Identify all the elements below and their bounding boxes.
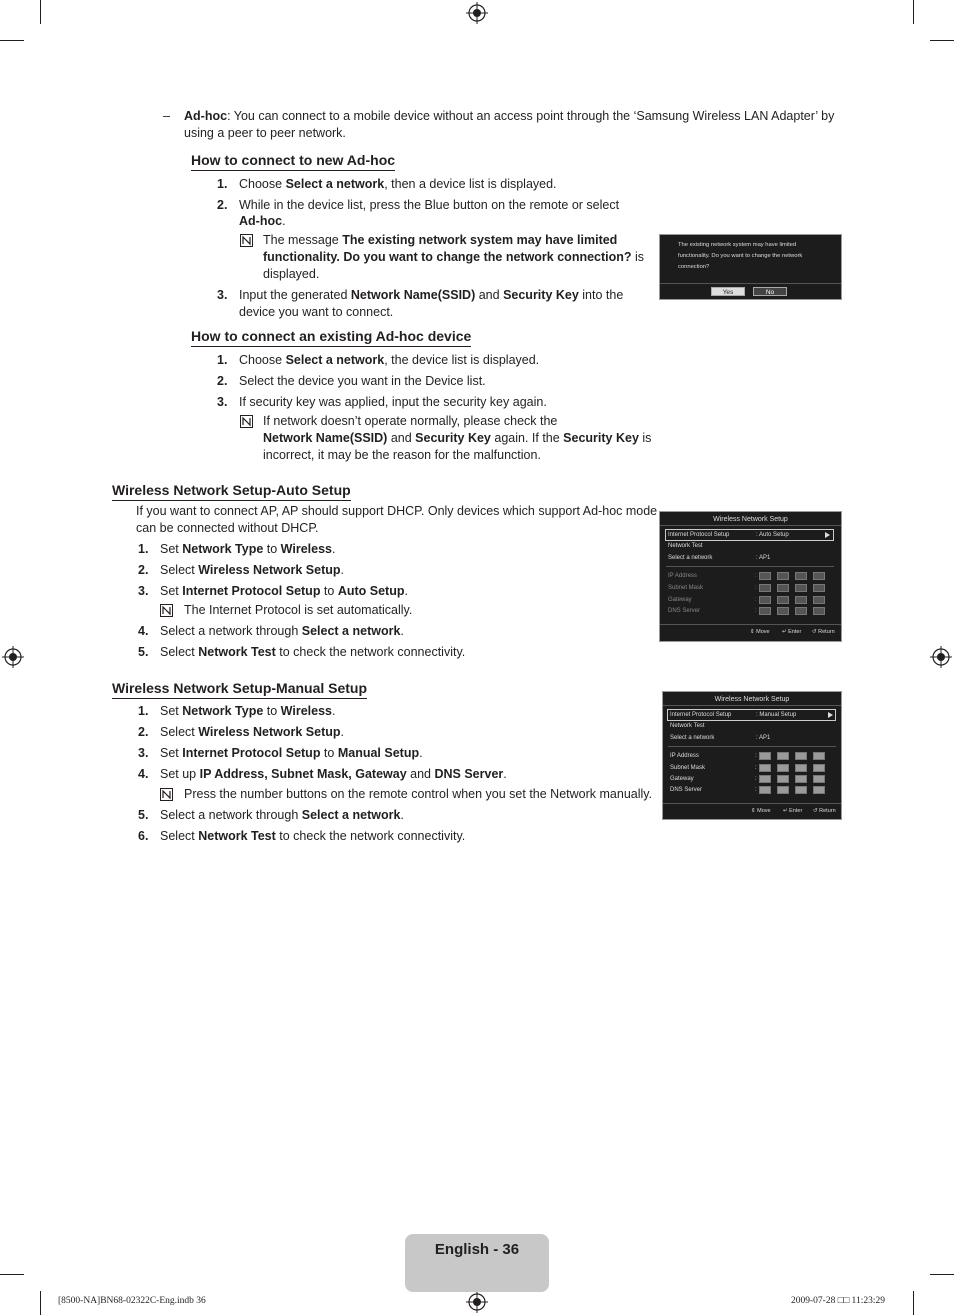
step-text: Select Wireless Network Setup.: [160, 563, 344, 577]
step-text: Set up IP Address, Subnet Mask, Gateway and DNS Server.: [160, 767, 507, 781]
step-number: 1.: [138, 704, 149, 718]
tv-manual-setup-screenshot: [662, 691, 842, 820]
dialog-message: functionality. Do you want to change the network: [678, 253, 803, 259]
hint-return: ↺ Return: [813, 808, 836, 814]
step-text: Choose Select a network, then a device list is displayed.: [239, 177, 557, 191]
step-text: Select a network through Select a network.: [160, 808, 404, 822]
heading-new-adhoc: How to connect to new Ad-hoc: [191, 151, 395, 171]
menu-value-select-network: : AP1: [756, 555, 771, 561]
step-text: Input the generated Network Name(SSID) and Security Key into the: [239, 288, 624, 302]
field-gateway: Gateway: [668, 597, 692, 603]
octet-input[interactable]: [813, 786, 825, 794]
date-slug: 2009-07-28 □□ 11:23:29: [791, 1296, 885, 1306]
octet-input: [777, 572, 789, 580]
octet-input[interactable]: [759, 752, 771, 760]
registration-mark-icon: [2, 646, 24, 668]
octet-input: [759, 607, 771, 615]
heading-existing-adhoc: How to connect an existing Ad-hoc device: [191, 327, 471, 347]
octet-input: [813, 572, 825, 580]
note-text: incorrect, it may be the reason for the malfunction.: [263, 448, 541, 462]
step-text: Choose Select a network, the device list is displayed.: [239, 353, 540, 367]
field-dns-server: DNS Server: [668, 608, 701, 614]
yes-button[interactable]: Yes: [711, 287, 745, 296]
octet-input[interactable]: [795, 786, 807, 794]
registration-mark-icon: [930, 646, 952, 668]
octet-input[interactable]: [795, 775, 807, 783]
crop-mark: [40, 1291, 41, 1315]
step-text: If security key was applied, input the security key again.: [239, 395, 547, 409]
arrow-right-icon: [825, 532, 830, 538]
menu-item-network-test[interactable]: Network Test: [670, 723, 705, 729]
dialog-message: connection?: [678, 264, 710, 270]
heading-manual-setup: Wireless Network Setup-Manual Setup: [112, 679, 367, 699]
octet-input: [795, 607, 807, 615]
field-colon: :: [755, 573, 757, 579]
heading-auto-setup: Wireless Network Setup-Auto Setup: [112, 481, 351, 501]
octet-input[interactable]: [795, 752, 807, 760]
auto-intro: If you want to connect AP, AP should support DHCP. Only devices which support Ad-hoc mode: [136, 504, 658, 518]
step-text: Set Internet Protocol Setup to Manual Setup.: [160, 746, 423, 760]
step-text: Set Internet Protocol Setup to Auto Setup.: [160, 584, 408, 598]
step-text: Select a network through Select a network.: [160, 624, 404, 638]
note-text: Network Name(SSID) and Security Key again. If the Security Key is: [263, 431, 652, 445]
field-subnet-mask: Subnet Mask: [668, 585, 704, 591]
field-gateway[interactable]: Gateway: [670, 776, 694, 782]
step-number: 3.: [217, 395, 228, 409]
menu-item-select-network[interactable]: Select a network: [670, 735, 715, 741]
crop-mark: [0, 1274, 24, 1275]
field-subnet-mask[interactable]: Subnet Mask: [670, 765, 706, 771]
step-number: 6.: [138, 829, 149, 843]
crop-mark: [40, 0, 41, 24]
note-icon: [240, 415, 253, 428]
octet-input[interactable]: [759, 786, 771, 794]
step-text: Select Wireless Network Setup.: [160, 725, 344, 739]
octet-input[interactable]: [777, 786, 789, 794]
octet-input[interactable]: [813, 775, 825, 783]
menu-value-ip-setup: : Auto Setup: [756, 532, 789, 538]
octet-input: [759, 572, 771, 580]
menu-item-select-network[interactable]: Select a network: [668, 555, 713, 561]
registration-mark-icon: [466, 2, 488, 24]
tv-dialog-screenshot: [659, 234, 842, 300]
hint-move: ⇕ Move: [751, 808, 771, 814]
step-number: 1.: [217, 177, 228, 191]
octet-input[interactable]: [813, 752, 825, 760]
crop-mark: [913, 1291, 914, 1315]
page-number: English - 36: [434, 1241, 520, 1258]
step-text: Set Network Type to Wireless.: [160, 704, 336, 718]
octet-input[interactable]: [759, 775, 771, 783]
step-number: 2.: [138, 725, 149, 739]
step-text: Set Network Type to Wireless.: [160, 542, 336, 556]
octet-input[interactable]: [813, 764, 825, 772]
hint-enter: ↵ Enter: [782, 629, 802, 635]
note-text: Press the number buttons on the remote control when you set the Network manually.: [184, 787, 653, 801]
field-colon: :: [755, 597, 757, 603]
step-text: While in the device list, press the Blue button on the remote or select: [239, 198, 620, 212]
step-number: 2.: [217, 374, 228, 388]
hint-enter: ↵ Enter: [783, 808, 803, 814]
octet-input: [795, 584, 807, 592]
step-number: 4.: [138, 624, 149, 638]
registration-mark-icon: [466, 1291, 488, 1313]
note-icon: [160, 788, 173, 801]
octet-input[interactable]: [777, 775, 789, 783]
step-number: 2.: [217, 198, 228, 212]
step-number: 5.: [138, 645, 149, 659]
intro-line-2: using a peer to peer network.: [184, 126, 346, 140]
screen-title: Wireless Network Setup: [663, 694, 841, 706]
octet-input: [813, 584, 825, 592]
octet-input: [759, 596, 771, 604]
menu-value-ip-setup: : Manual Setup: [756, 712, 797, 718]
note-icon: [240, 234, 253, 247]
menu-value-select-network: : AP1: [756, 735, 771, 741]
no-button[interactable]: No: [753, 287, 787, 296]
step-number: 1.: [138, 542, 149, 556]
step-number: 2.: [138, 563, 149, 577]
arrow-right-icon: [828, 712, 833, 718]
octet-input: [795, 596, 807, 604]
crop-mark: [0, 40, 24, 41]
step-text: Select the device you want in the Device list.: [239, 374, 486, 388]
menu-item-ip-setup[interactable]: Internet Protocol Setup: [670, 712, 732, 718]
octet-input: [777, 584, 789, 592]
menu-item-network-test[interactable]: Network Test: [668, 543, 703, 549]
crop-mark: [930, 40, 954, 41]
note-text: functionality. Do you want to change the network connection? is: [263, 250, 645, 264]
step-text: Select Network Test to check the network connectivity.: [160, 645, 466, 659]
file-slug: [8500-NA]BN68-02322C-Eng.indb 36: [58, 1296, 206, 1306]
crop-mark: [930, 1274, 954, 1275]
octet-input: [795, 572, 807, 580]
octet-input[interactable]: [777, 752, 789, 760]
note-icon: [160, 604, 173, 617]
octet-input: [777, 596, 789, 604]
step-number: 3.: [217, 288, 228, 302]
octet-input: [759, 584, 771, 592]
step-text: Ad-hoc.: [239, 214, 286, 228]
note-text: displayed.: [263, 267, 320, 281]
field-colon: :: [755, 776, 757, 782]
step-text: Select Network Test to check the network connectivity.: [160, 829, 466, 843]
note-text: The message The existing network system may have limited: [263, 233, 618, 247]
tv-auto-setup-screenshot: [659, 511, 842, 642]
field-colon: :: [755, 585, 757, 591]
note-text: The Internet Protocol is set automatically.: [184, 603, 413, 617]
dialog-message: The existing network system may have limited: [678, 242, 797, 248]
step-number: 1.: [217, 353, 228, 367]
field-ip-address[interactable]: IP Address: [670, 753, 699, 759]
field-colon: :: [755, 753, 757, 759]
octet-input: [813, 607, 825, 615]
octet-input[interactable]: [795, 764, 807, 772]
octet-input[interactable]: [759, 764, 771, 772]
step-text: device you want to connect.: [239, 305, 394, 319]
octet-input: [777, 607, 789, 615]
hint-move: ⇕ Move: [750, 629, 770, 635]
field-dns-server[interactable]: DNS Server: [670, 787, 703, 793]
crop-mark: [913, 0, 914, 24]
note-text: If network doesn’t operate normally, please check the: [263, 414, 558, 428]
intro-dash: –: [163, 109, 170, 123]
step-number: 3.: [138, 746, 149, 760]
screen-title: Wireless Network Setup: [660, 514, 841, 526]
step-number: 3.: [138, 584, 149, 598]
step-number: 4.: [138, 767, 149, 781]
field-colon: :: [755, 787, 757, 793]
field-colon: :: [755, 765, 757, 771]
hint-return: ↺ Return: [812, 629, 835, 635]
menu-item-ip-setup[interactable]: Internet Protocol Setup: [668, 532, 730, 538]
field-ip-address: IP Address: [668, 573, 697, 579]
step-number: 5.: [138, 808, 149, 822]
intro-line-1: Ad-hoc: You can connect to a mobile device without an access point through the ‘Samsung Wireless LAN Adapter’ by: [184, 109, 835, 123]
field-colon: :: [755, 608, 757, 614]
auto-intro: can be connected without DHCP.: [136, 521, 319, 535]
octet-input[interactable]: [777, 764, 789, 772]
octet-input: [813, 596, 825, 604]
